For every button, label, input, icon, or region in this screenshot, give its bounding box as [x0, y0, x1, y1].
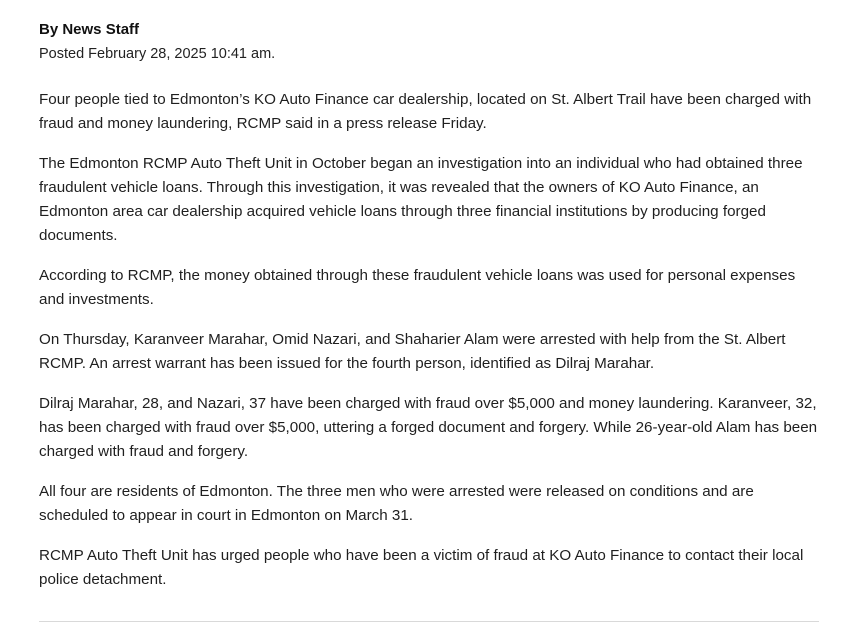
- paragraph: Four people tied to Edmonton’s KO Auto Finance car dealership, located on St. Albert Trail have been charged with fraud and money laundering, RCMP said in a press release Friday.: [39, 91, 812, 132]
- byline: By News Staff: [39, 21, 140, 38]
- article: [39, 18, 819, 608]
- divider: [39, 621, 819, 622]
- paragraph: On Thursday, Karanveer Marahar, Omid Nazari, and Shaharier Alam were arrested with help from the St. Albert RCMP. An arrest warrant has been issued for the fourth person, identified as Dilraj Marahar.: [39, 331, 786, 372]
- posted-date: Posted February 28, 2025 10:41 am.: [39, 46, 276, 62]
- paragraph: The Edmonton RCMP Auto Theft Unit in October began an investigation into an individual who had obtained three fraudulent vehicle loans. Through this investigation, it was revealed that the owners of KO Auto Finance, an Edmonton area car dealership acquired vehicle loans through three financial institutions by producing forged documents.: [39, 155, 803, 244]
- paragraph: Dilraj Marahar, 28, and Nazari, 37 have been charged with fraud over $5,000 and money laundering. Karanveer, 32, has been charged with fraud over $5,000, uttering a forged document and forgery. While 26-year-old Alam has been charged with fraud and forgery.: [39, 395, 818, 460]
- paragraph: According to RCMP, the money obtained through these fraudulent vehicle loans was used for personal expenses and investments.: [39, 267, 796, 308]
- article-body: [39, 88, 819, 592]
- paragraph: RCMP Auto Theft Unit has urged people who have been a victim of fraud at KO Auto Finance to contact their local police detachment.: [39, 547, 804, 588]
- paragraph: All four are residents of Edmonton. The three men who were arrested were released on conditions and are scheduled to appear in court in Edmonton on March 31.: [39, 483, 754, 524]
